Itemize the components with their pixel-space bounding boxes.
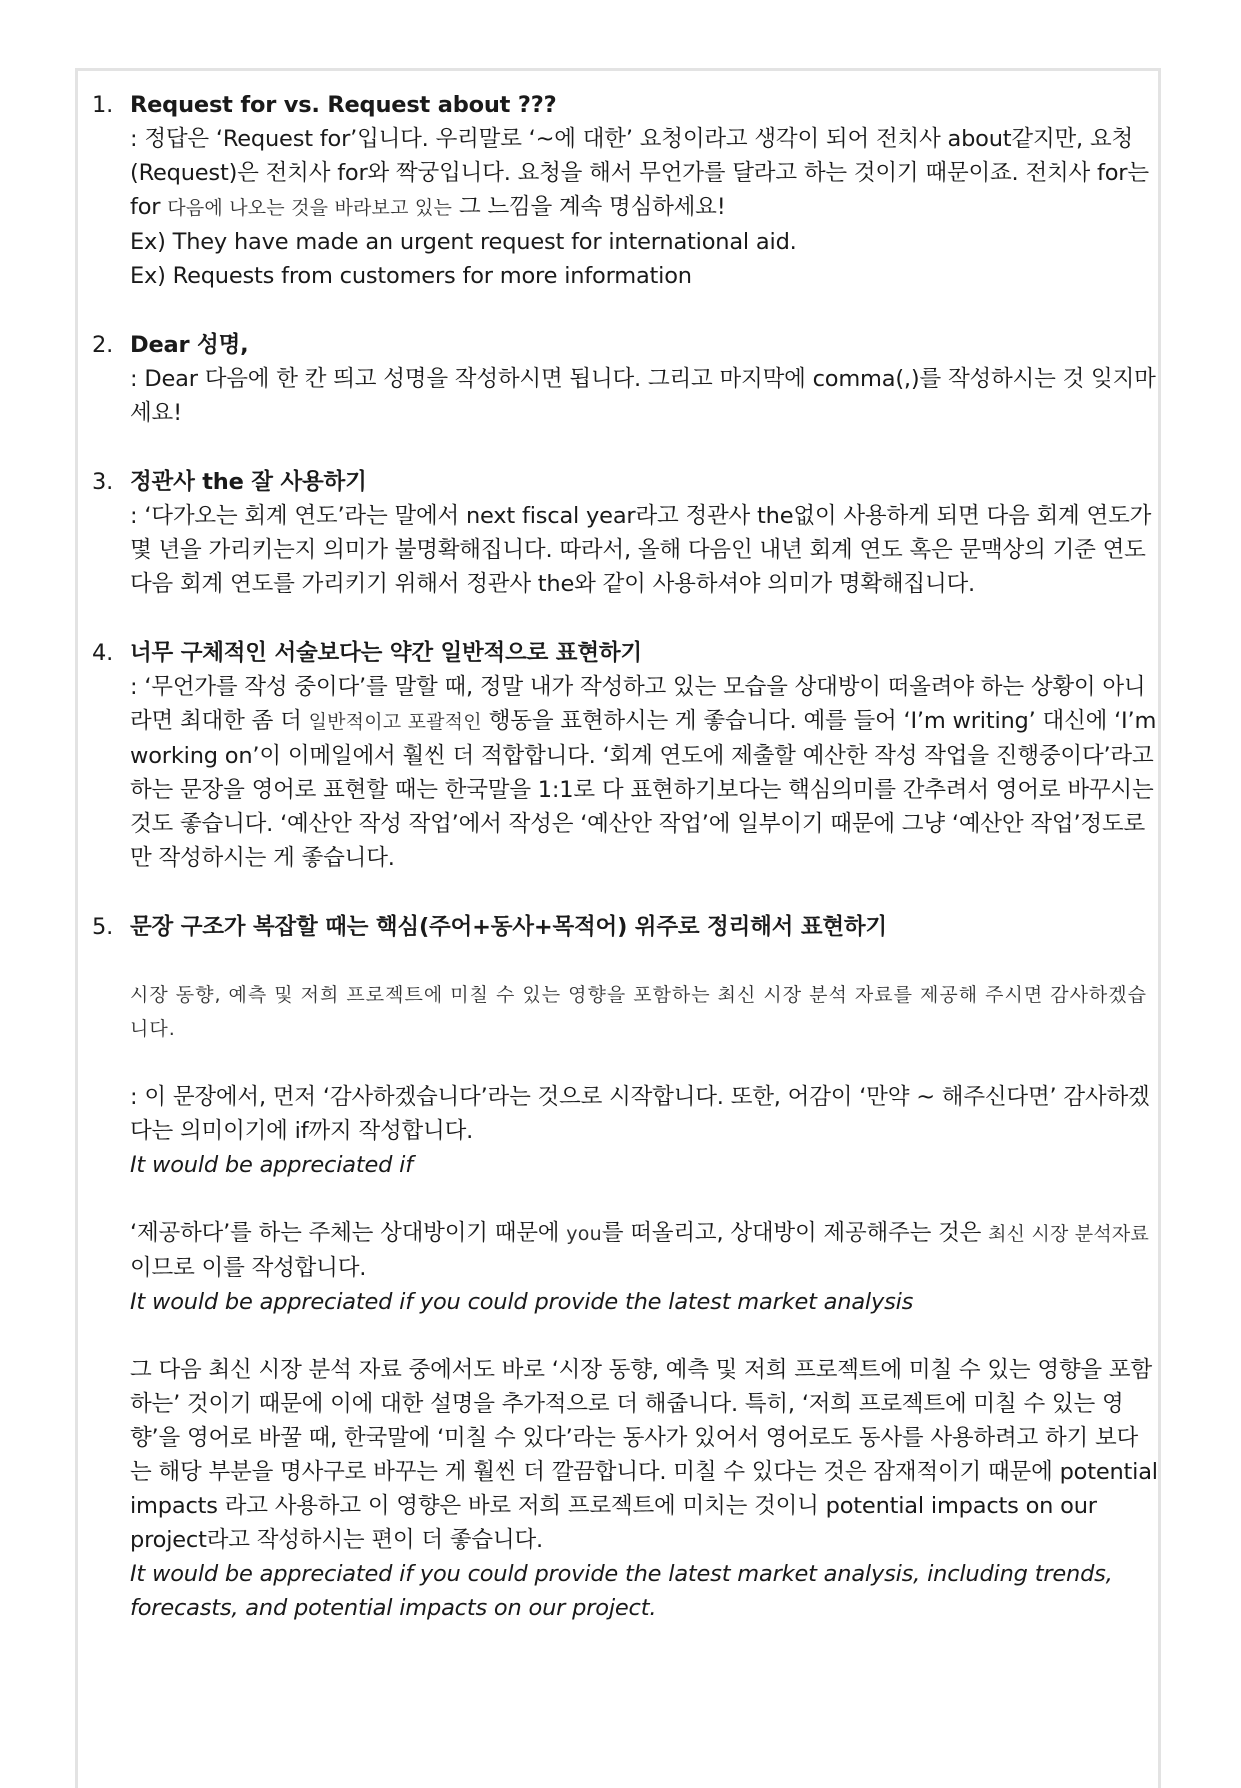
item-body bbox=[130, 670, 1158, 875]
item-title: Dear 성명, bbox=[130, 332, 249, 358]
body-small-text: you bbox=[566, 1223, 602, 1245]
example-line: Ex) Requests from customers for more information bbox=[130, 263, 692, 289]
item-title: 문장 구조가 복잡할 때는 핵심(주어+동사+목적어) 위주로 정리해서 표현하기 bbox=[130, 914, 887, 940]
item-number: 4. bbox=[92, 640, 114, 666]
list-item-1 bbox=[92, 88, 1158, 293]
item-body: : ‘다가오는 회계 연도’라는 말에서 next fiscal year라고 정관사 the없이 사용하게 되면 다음 회계 연도가 몇 년을 가리키는지 의미가 불명확해집니다. 따라서, 올해 다음인 내년 회계 연도 혹은 문맥상의 기준 연도 다음 회계 연도를 가리키기 위해서 정관사 the와 같이 사용하셔야 의미가 명확해집니다. bbox=[130, 503, 1152, 597]
body-text: 행동을 표현하시는 게 좋습니다. 예를 들어 ‘I’m writing’ 대신에 ‘I’m working on’이 이메일에서 훨씬 더 적합합니다. ‘회계 연도에 제출할 예산한 작성 작업을 진행중이다’라고 하는 문장을 영어로 표현할 때는 한국말을 1:1로 다 표현하기보다는 핵심의미를 간추려서 영어로 바꾸시는 것도 좋습니다. ‘예산안 작성 작업’에서 작성은 ‘예산안 작업’에 일부이기 때문에 그냥 ‘예산안 작업’정도로만 작성하시는 게 좋습니다. bbox=[130, 708, 1157, 871]
body-text: ‘제공하다’를 하는 주체는 상대방이기 때문에 bbox=[130, 1220, 567, 1246]
step2-body bbox=[130, 1216, 1158, 1285]
list-item-2 bbox=[92, 328, 1158, 430]
item-title: 정관사 the 잘 사용하기 bbox=[130, 469, 367, 495]
item-title: 너무 구체적인 서술보다는 약간 일반적으로 표현하기 bbox=[130, 640, 642, 666]
document-content bbox=[92, 88, 1158, 1660]
step3-body: 그 다음 최신 시장 분석 자료 중에서도 바로 ‘시장 동향, 예측 및 저희 프로젝트에 미칠 수 있는 영향을 포함하는’ 것이기 때문에 이에 대한 설명을 추가적으로 더 해줍니다. 특히, ‘저희 프로젝트에 미칠 수 있는 영향’을 영어로 바꿀 때, 한국말에 ‘미칠 수 있다’라는 동사가 있어서 영어로도 동사를 사용하려고 하기 보다는 해당 부분을 명사구로 바꾸는 게 훨씬 더 깔끔합니다. 미칠 수 있다는 것은 잠재적이기 때문에 potential impacts 라고 사용하고 이 영향은 바로 저희 프로젝트에 미치는 것이니 potential impacts on our project라고 작성하시는 편이 더 좋습니다. bbox=[130, 1357, 1158, 1553]
item-body bbox=[130, 122, 1158, 225]
sample-sentence: 시장 동향, 예측 및 저희 프로젝트에 미칠 수 있는 영향을 포함하는 최신 시장 분석 자료를 제공해 주시면 감사하겠습니다. bbox=[130, 984, 1147, 1040]
item-title: Request for vs. Request about ??? bbox=[130, 92, 557, 118]
example-line: Ex) They have made an urgent request for international aid. bbox=[130, 229, 797, 255]
step3-english: It would be appreciated if you could provide the latest market analysis, including trends, forecasts, and potential impacts on our project. bbox=[130, 1561, 1113, 1621]
body-text: 이므로 이를 작성합니다. bbox=[130, 1255, 367, 1281]
body-small-text: 최신 시장 분석자료 bbox=[988, 1223, 1150, 1245]
item-body: : Dear 다음에 한 칸 띄고 성명을 작성하시면 됩니다. 그리고 마지막에 comma(,)를 작성하시는 것 잊지마세요! bbox=[130, 366, 1156, 426]
body-small-text: 다음에 나오는 것을 바라보고 있는 bbox=[167, 197, 453, 219]
step1-body: : 이 문장에서, 먼저 ‘감사하겠습니다’라는 것으로 시작합니다. 또한, 어감이 ‘만약 ~ 해주신다면’ 감사하겠다는 의미이기에 if까지 작성합니다. bbox=[130, 1084, 1150, 1144]
item-number: 3. bbox=[92, 469, 114, 495]
list-item-5 bbox=[92, 910, 1158, 1625]
body-text: : 정답은 ‘Request for’입니다. 우리말로 ‘~에 대한’ 요청이라고 생각이 되어 전치사 about같지만, 요청(Request)은 전치사 for와 짝궁입니다. 요청을 해서 무언가를 달라고 하는 것이기 때문이죠. 전치사 for는 for bbox=[130, 126, 1149, 220]
list-item-3 bbox=[92, 465, 1158, 601]
body-text: : ‘무언가를 작성 중이다’를 말할 때, 정말 내가 작성하고 있는 모습을 상대방이 떠올려야 하는 상황이 아니라면 최대한 좀 더 bbox=[130, 674, 1146, 734]
item-number: 1. bbox=[92, 92, 114, 118]
body-small-text: 일반적이고 포괄적인 bbox=[308, 711, 482, 733]
item-number: 2. bbox=[92, 332, 114, 358]
step1-english: It would be appreciated if bbox=[130, 1152, 413, 1178]
item-number: 5. bbox=[92, 914, 114, 940]
list-item-4 bbox=[92, 636, 1158, 875]
step2-english: It would be appreciated if you could provide the latest market analysis bbox=[130, 1289, 914, 1315]
body-text: 를 떠올리고, 상대방이 제공해주는 것은 bbox=[601, 1220, 989, 1246]
body-text: 그 느낌을 계속 명심하세요! bbox=[452, 194, 726, 220]
